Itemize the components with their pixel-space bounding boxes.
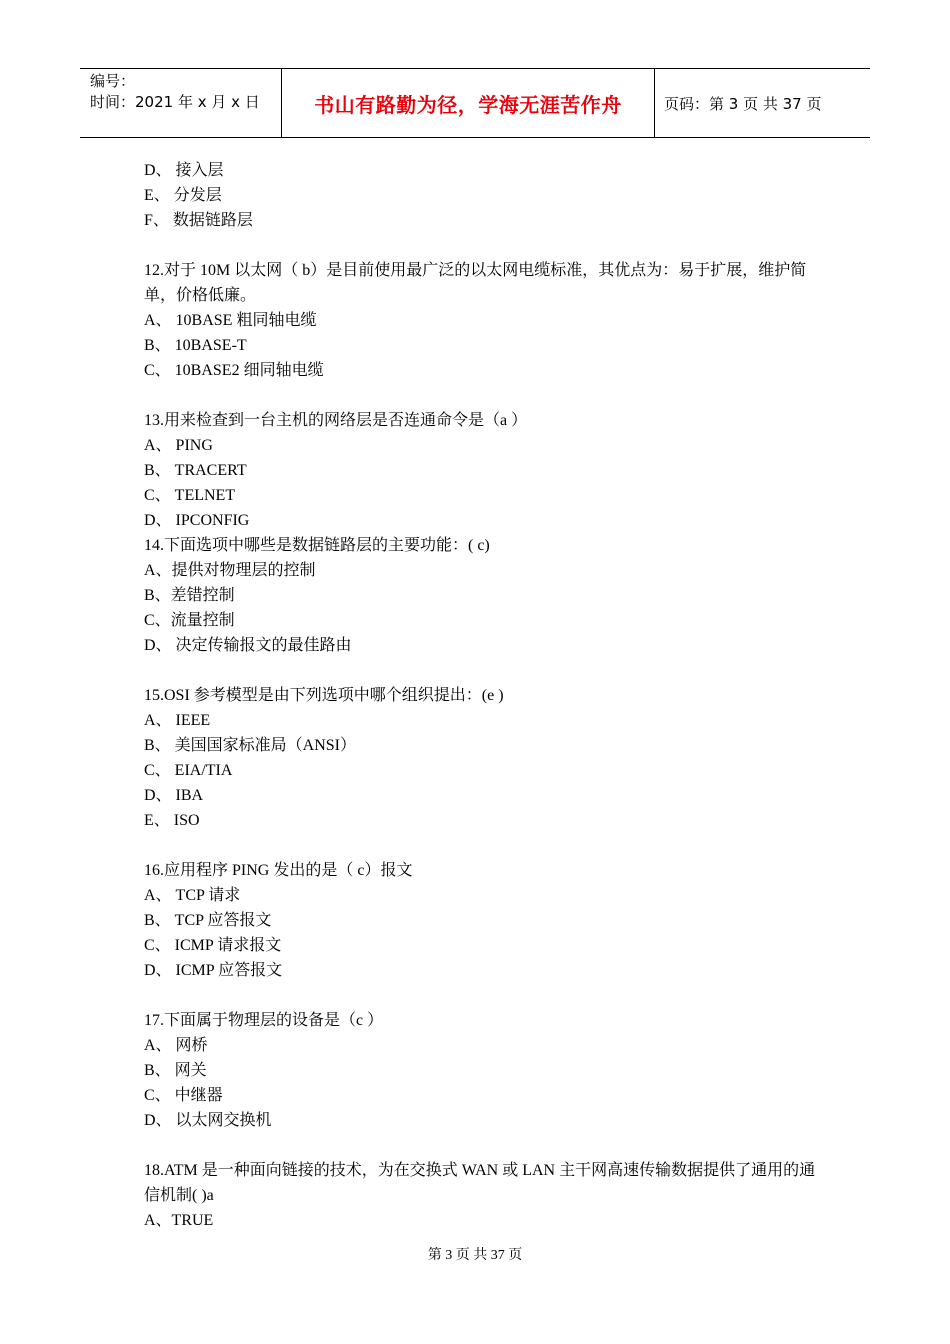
q12-option-a: A、 10BASE 粗同轴电缆 xyxy=(144,312,317,329)
q15-question: 15.OSI 参考模型是由下列选项中哪个组织提出：(e ) xyxy=(144,687,504,704)
q14-question: 14.下面选项中哪些是数据链路层的主要功能：( c) xyxy=(144,537,490,554)
q17-option-d: D、 以太网交换机 xyxy=(144,1112,272,1129)
q13-option-c: C、 TELNET xyxy=(144,487,236,504)
document-body xyxy=(144,158,824,1233)
q16-option-a: A、 TCP 请求 xyxy=(144,887,241,904)
q18-question: 18.ATM 是一种面向链接的技术，为在交换式 WAN 或 LAN 主干网高速传输数据提供了通用的通信机制( )a xyxy=(144,1162,816,1204)
q16-option-b: B、 TCP 应答报文 xyxy=(144,912,272,929)
q14-option-d: D、 决定传输报文的最佳路由 xyxy=(144,637,352,654)
q13-option-d: D、 IPCONFIG xyxy=(144,512,250,529)
q15-option-b: B、 美国国家标准局（ANSI） xyxy=(144,737,357,754)
q15-option-d: D、 IBA xyxy=(144,787,204,804)
q17-option-b: B、 网关 xyxy=(144,1062,207,1079)
q17-option-c: C、 中继器 xyxy=(144,1087,223,1104)
header-motto-cell xyxy=(281,69,655,137)
header-page-code-cell xyxy=(655,69,870,137)
page-code: 页码：第 3 页 共 37 页 xyxy=(664,94,822,113)
q16-option-c: C、 ICMP 请求报文 xyxy=(144,937,282,954)
page-header xyxy=(80,68,870,138)
q13-question: 13.用来检查到一台主机的网络层是否连通命令是（a ） xyxy=(144,412,528,429)
q11-option-f: F、 数据链路层 xyxy=(144,212,253,229)
q13-option-b: B、 TRACERT xyxy=(144,462,247,479)
time-label: 时间：2021 年 x 月 x 日 xyxy=(90,93,260,111)
q15-option-a: A、 IEEE xyxy=(144,712,211,729)
q12-question: 12.对于 10M 以太网（ b）是目前使用最广泛的以太网电缆标准，其优点为：易于扩展，维护简单，价格低廉。 xyxy=(144,262,807,304)
page-footer: 第 3 页 共 37 页 xyxy=(427,1248,523,1263)
q14-option-c: C、流量控制 xyxy=(144,612,235,629)
q11-option-d: D、 接入层 xyxy=(144,162,224,179)
q18-option-a: A、TRUE xyxy=(144,1212,214,1229)
q13-option-a: A、 PING xyxy=(144,437,213,454)
q14-option-a: A、提供对物理层的控制 xyxy=(144,562,316,579)
q16-question: 16.应用程序 PING 发出的是（ c）报文 xyxy=(144,862,413,879)
q16-option-d: D、 ICMP 应答报文 xyxy=(144,962,283,979)
q15-option-e: E、 ISO xyxy=(144,812,200,829)
motto: 书山有路勤为径，学海无涯苦作舟 xyxy=(314,92,622,117)
q14-option-b: B、差错控制 xyxy=(144,587,235,604)
q17-question: 17.下面属于物理层的设备是（c ） xyxy=(144,1012,384,1029)
q12-option-b: B、 10BASE-T xyxy=(144,337,247,354)
header-meta xyxy=(80,69,281,137)
number-label: 编号： xyxy=(90,72,136,90)
q17-option-a: A、 网桥 xyxy=(144,1037,208,1054)
q12-option-c: C、 10BASE2 细同轴电缆 xyxy=(144,362,324,379)
q11-option-e: E、 分发层 xyxy=(144,187,222,204)
q15-option-c: C、 EIA/TIA xyxy=(144,762,233,779)
